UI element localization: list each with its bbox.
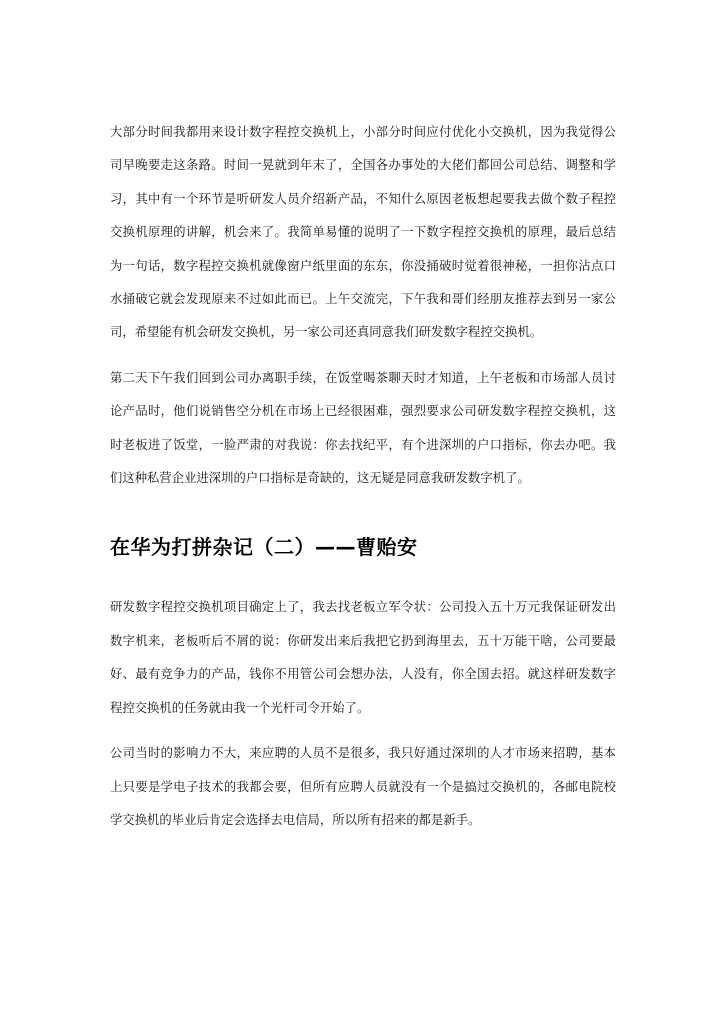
paragraph-4: 公司当时的影响力不大，来应聘的人员不是很多，我只好通过深圳的人才市场来招聘，基本上只要是学电子技术的我都会要，但所有应聘人员就没有一个是搞过交换机的，各邮电院校学交换机的毕业后肯定会选择去电信局，所以所有招来的都是新手。 — [110, 746, 616, 827]
document-page — [110, 116, 616, 837]
section-heading: 在华为打拼杂记（二）——曹贻安 — [110, 535, 418, 560]
paragraph-2: 第二天下午我们回到公司办离职手续，在饭堂喝茶聊天时才知道，上午老板和市场部人员讨论产品时，他们说销售空分机在市场上已经很困难，强烈要求公司研发数字程控交换机，这时老板进了饭堂，一脸严肃的对我说：你去找纪平，有个进深圳的户口指标，你去办吧。我们这种私营企业进深圳的户口指标是奇缺的，这无疑是同意我研发数字机了。 — [110, 370, 616, 486]
paragraph-1: 大部分时间我都用来设计数字程控交换机上，小部分时间应付优化小交换机，因为我觉得公司早晚要走这条路。时间一晃就到年末了，全国各办事处的大佬们都回公司总结、调整和学习，其中有一个环节是听研发人员介绍新产品，不知什么原因老板想起要我去做个数子程控交换机原理的讲解，机会来了。我简单易懂的说明了一下数字程控交换机的原理，最后总结为一句话，数字程控交换机就像窗户纸里面的东东，你没捅破时觉着很神秘，一担你沾点口水捅破它就会发现原来不过如此而已。上午交流完，下午我和哥们经朋友推荐去到另一家公司，希望能有机会研发交换机，另一家公司还真同意我们研发数字程控交换机。 — [110, 125, 616, 340]
paragraph-3: 研发数字程控交换机项目确定上了，我去找老板立军令状：公司投入五十万元我保证研发出数字机来，老板听后不屑的说：你研发出来后我把它扔到海里去，五十万能干啥，公司要最好、最有竞争力的产品，钱你不用管公司会想办法，人没有，你全国去招。就这样研发数字程控交换机的任务就由我一个光杆司令开始了。 — [110, 600, 616, 715]
